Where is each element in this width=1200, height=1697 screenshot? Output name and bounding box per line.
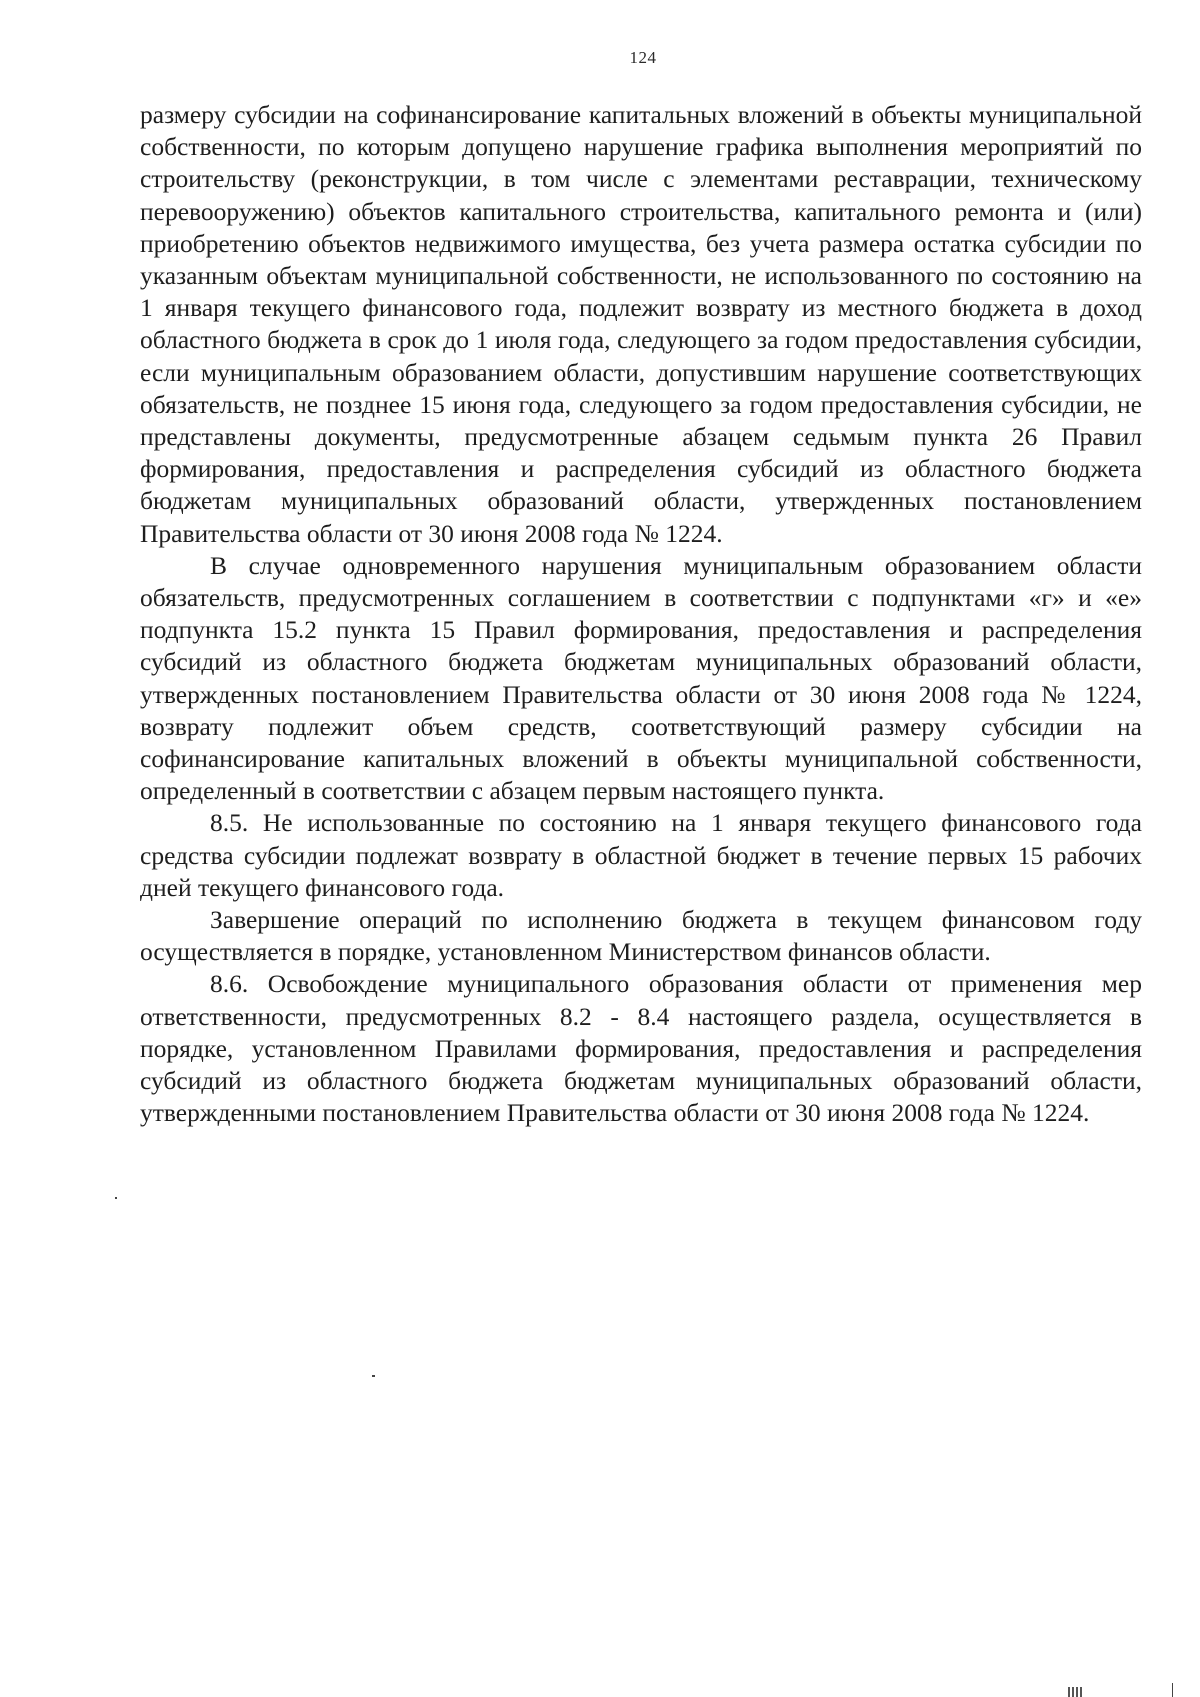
scan-artifact <box>115 1197 117 1199</box>
paragraph-budget-completion: Завершение операций по исполнению бюджета в текущем финансовом году осуществляется в порядке, установленном Министерством финансов области. <box>140 905 1142 967</box>
scan-artifact <box>1172 1683 1173 1697</box>
paragraph-8-6: 8.6. Освобождение муниципального образования области от применения мер ответственности, предусмотренных 8.2 - 8.4 настоящего раздела, осуществляется в порядке, установленном Правилами формирования, предоставления и распределения субсидий из областного бюджета бюджетам муниципальных образований области, утвержденными постановлением Правительства области от 30 июня 2008 года № 1224. <box>140 969 1142 1128</box>
paragraph-simultaneous-violation: В случае одновременного нарушения муниципальным образованием области обязательств, предусмотренных соглашением в соответствии с подпунктами «г» и «е» подпункта 15.2 пункта 15 Правил формирования, предоставления и распределения субсидий из областного бюджета бюджетам муниципальных образований области, утвержденных постановлением Правительства области от 30 июня 2008 года № 1224, возврату подлежит объем средств, соответствующий размеру субсидии на софинансирование капитальных вложений в объекты муниципальной собственности, определенный в соответствии с абзацем первым настоящего пункта. <box>140 550 1142 806</box>
paragraph-8-5: 8.5. Не использованные по состоянию на 1 января текущего финансового года средства субсидии подлежат возврату в областной бюджет в течение первых 15 рабочих дней текущего финансового года. <box>140 808 1142 902</box>
scan-artifact <box>1068 1687 1084 1697</box>
page-number: 124 <box>629 48 657 67</box>
scan-artifact <box>372 1375 375 1377</box>
document-body <box>140 99 1142 1130</box>
paragraph-continuation: размеру субсидии на софинансирование капитальных вложений в объекты муниципальной собственности, по которым допущено нарушение графика выполнения мероприятий по строительству (реконструкции, в том числе с элементами реставрации, техническому перевооружению) объектов капитального строительства, капитального ремонта и (или) приобретению объектов недвижимого имущества, без учета размера остатка субсидии по указанным объектам муниципальной собственности, не использованного по состоянию на 1 января текущего финансового года, подлежит возврату из местного бюджета в доход областного бюджета в срок до 1 июля года, следующего за годом предоставления субсидии, если муниципальным образованием области, допустившим нарушение соответствующих обязательств, не позднее 15 июня года, следующего за годом предоставления субсидии, не представлены документы, предусмотренные абзацем седьмым пункта 26 Правил формирования, предоставления и распределения субсидий из областного бюджета бюджетам муниципальных образований области, утвержденных постановлением Правительства области от 30 июня 2008 года № 1224. <box>140 100 1142 548</box>
